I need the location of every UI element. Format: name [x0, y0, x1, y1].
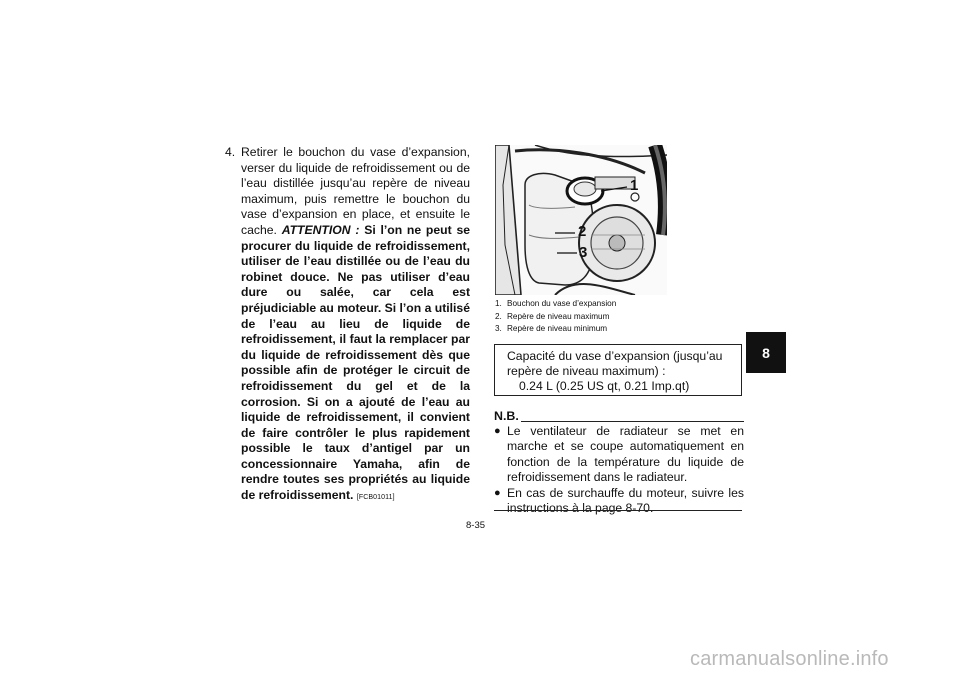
step-number: 4. [225, 145, 236, 159]
callout-1: 1 [630, 177, 639, 194]
caption-item [495, 298, 745, 311]
step-instruction: Retirer le bouchon du vase d’expansion, verser du liquide de refroidissement ou de l’eau distillée jusqu’au repère de niveau maximum, puis remettre le bouchon du vase d’expansion en place, et ensuite le cache. [241, 145, 470, 237]
figure-captions [495, 298, 745, 336]
caption-number: 2. [495, 311, 502, 321]
caption-text: Repère de niveau minimum [507, 324, 608, 333]
page-number: 8-35 [466, 520, 486, 531]
callout-2: 2 [578, 223, 587, 240]
procedure-step [225, 145, 470, 506]
note-divider [521, 421, 744, 422]
note-bullet [494, 486, 744, 517]
attention-label: ATTENTION : [281, 222, 360, 237]
note-bullet [494, 424, 744, 486]
caption-text: Bouchon du vase d’expansion [507, 299, 617, 308]
caption-item [495, 323, 745, 336]
engine-illustration [495, 145, 667, 295]
coolant-reservoir-photo [495, 145, 667, 295]
note-section [494, 410, 744, 516]
note-title: N.B. [494, 408, 519, 423]
watermark: carmanualsonline.info [690, 648, 889, 670]
caption-number: 1. [495, 299, 502, 308]
note-bottom-divider [494, 510, 742, 511]
capacity-value: 0.24 L (0.25 US qt, 0.21 Imp.qt) [519, 379, 690, 394]
attention-warning: Si l’on ne peut se procurer du liquide de refroidissement, utiliser de l’eau distillée ou de l’eau du robinet douce. Ne pas utiliser d’eau dure ou salée, car cela est préjudiciable au moteur. Si l’on a utilisé de l’eau au lieu de liquide de refroidissement, il faut la remplacer par du liquide de refroidissement dès que possible afin de protéger le circuit de refroidissement du gel et de la corrosion. Si on a ajouté de l’eau au liquide de refroidissement, il convient de faire contrôler le plus rapidement possible le taux d’antigel par un concessionnaire Yamaha, afin de rendre toutes ses propriétés au liquide de refroidissement. [241, 222, 471, 503]
caption-text: Repère de niveau maximum [507, 311, 610, 321]
note-bullet-text: En cas de surchauffe du moteur, suivre les instructions à la page 8-70. [507, 485, 744, 516]
bullet-dot-icon: ● [494, 425, 501, 437]
chapter-tab: 8 [746, 332, 786, 373]
reference-code: [FCB01011] [356, 494, 395, 502]
caption-number: 3. [495, 324, 502, 333]
caption-item [495, 311, 745, 324]
capacity-spec-box [494, 344, 742, 396]
note-bullet-text: Le ventilateur de radiateur se met en marche et se coupe automatiquement en fonction de la température du liquide de refroidissement dans le radiateur. [507, 424, 744, 485]
capacity-label: Capacité du vase d’expansion (jusqu’au repère de niveau maximum) : [507, 349, 723, 379]
step-text [241, 145, 470, 506]
callout-3: 3 [579, 244, 588, 261]
bullet-dot-icon: ● [494, 486, 501, 499]
